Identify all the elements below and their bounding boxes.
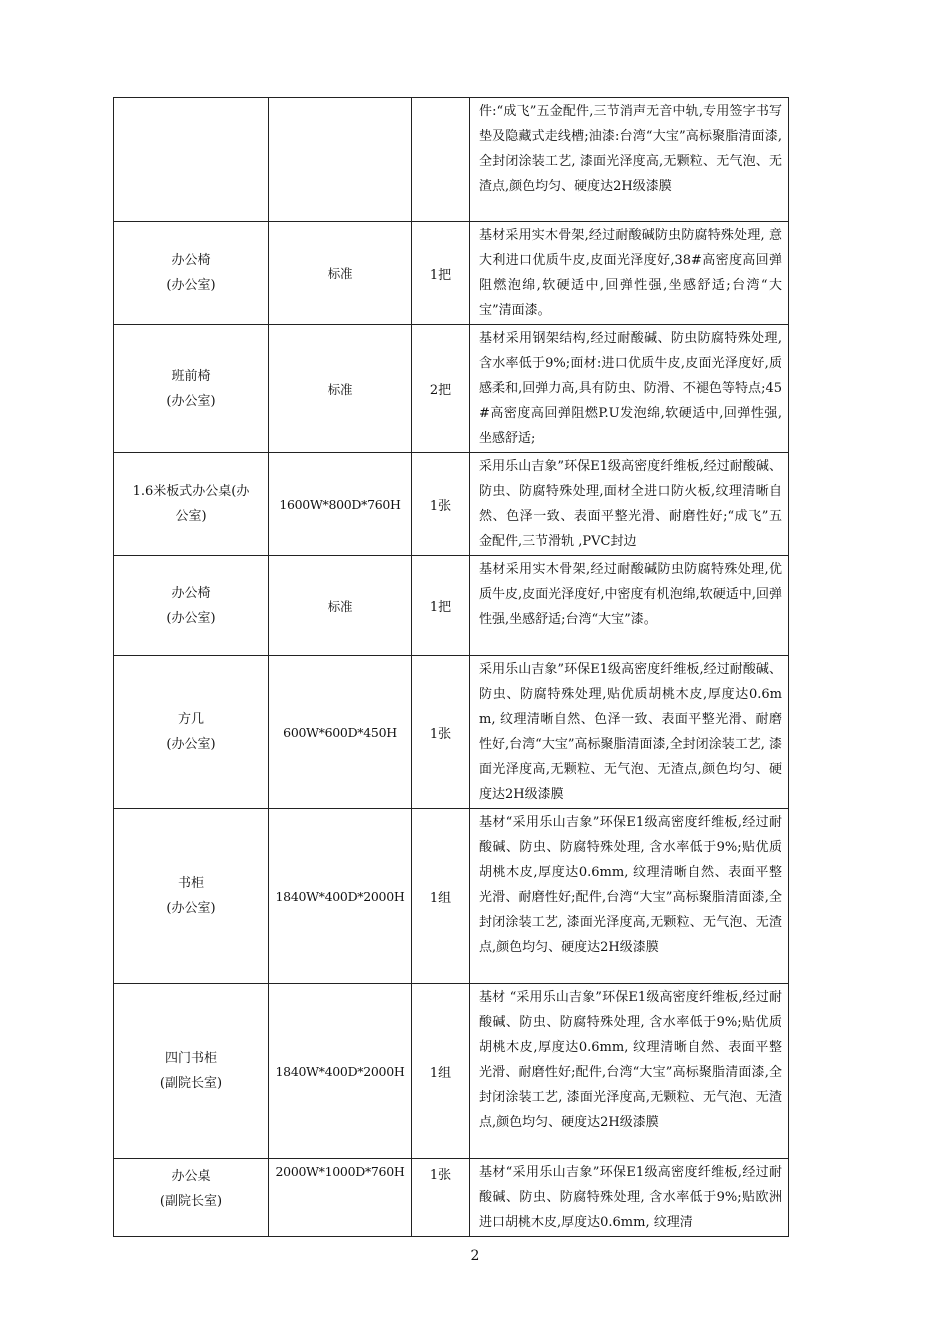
table-row [114,325,789,453]
item-spec: 标准 [269,325,412,453]
item-name-cell [114,453,269,556]
table-row [114,984,789,1159]
item-quantity: 1组 [412,809,470,984]
item-spec: 标准 [269,556,412,656]
item-description: 基材“采用乐山吉象”环保E1级高密度纤维板,经过耐酸碱、防虫、防腐特殊处理, 含水率低于9%;贴欧洲进口胡桃木皮,厚度达0.6mm, 纹理清 [470,1159,789,1237]
item-name-cell [114,1159,269,1237]
item-location: (办公室) [166,901,216,916]
item-quantity: 1张 [412,656,470,809]
item-quantity: 2把 [412,325,470,453]
item-quantity [412,98,470,222]
item-spec [269,98,412,222]
item-location: 公室) [175,509,207,524]
table-row [114,222,789,325]
item-spec: 1600W*800D*760H [269,453,412,556]
item-spec: 600W*600D*450H [269,656,412,809]
item-spec: 标准 [269,222,412,325]
table-row [114,1159,789,1237]
item-quantity: 1把 [412,556,470,656]
item-name: 书柜 [177,876,204,891]
item-name-cell [114,656,269,809]
item-name: 方几 [177,712,204,727]
item-description: 采用乐山吉象”环保E1级高密度纤维板,经过耐酸碱、防虫、防腐特殊处理,贴优质胡桃木皮,厚度达0.6mm, 纹理清晰自然、色泽一致、表面平整光滑、耐磨性好,台湾“大宝”高标聚脂清面漆,全封闭涂装工艺, 漆面光泽度高,无颗粒、无气泡、无渣点,颜色均匀、硬度达2H级漆膜 [470,656,789,809]
item-name-cell [114,222,269,325]
item-location: (办公室) [166,737,216,752]
table-row [114,809,789,984]
item-quantity: 1张 [412,453,470,556]
item-quantity: 1组 [412,984,470,1159]
item-name-cell [114,325,269,453]
table-row [114,656,789,809]
item-location: (办公室) [166,393,216,409]
item-name: 四门书柜 [164,1051,217,1066]
item-name-cell [114,556,269,656]
item-spec: 1840W*400D*2000H [269,984,412,1159]
item-description: 件:“成飞”五金配件,三节消声无音中轨,专用签字书写垫及隐藏式走线槽;油漆:台湾“大宝”高标聚脂清面漆,全封闭涂装工艺, 漆面光泽度高,无颗粒、无气泡、无渣点,颜色均匀、硬度达2H级漆膜 [470,98,789,222]
item-location: (副院长室) [159,1076,223,1091]
item-name-cell [114,98,269,222]
item-quantity: 1把 [412,222,470,325]
table-row [114,98,789,222]
item-description: 基材采用实木骨架,经过耐酸碱防虫防腐特殊处理,优质牛皮,皮面光泽度好,中密度有机泡绵,软硬适中,回弹性强,坐感舒适;台湾“大宝”漆。 [470,556,789,656]
table-row [114,556,789,656]
item-description: 基材采用实木骨架,经过耐酸碱防虫防腐特殊处理, 意大利进口优质牛皮,皮面光泽度好,38#高密度高回弹阻燃泡绵,软硬适中,回弹性强,坐感舒适;台湾“大宝”清面漆。 [470,222,789,325]
page-number: 2 [470,1248,480,1264]
item-spec: 2000W*1000D*760H [269,1159,412,1237]
item-location: (副院长室) [159,1194,223,1209]
item-name-cell [114,809,269,984]
item-location: (办公室) [166,278,216,293]
item-description: 基材采用钢架结构,经过耐酸碱、防虫防腐特殊处理, 含水率低于9%;面材:进口优质牛皮,皮面光泽度好,质感柔和,回弹力高,具有防虫、防滑、不褪色等特点;45#高密度高回弹阻燃P.U发泡绵,软硬适中,回弹性强,坐感舒适; [470,325,789,453]
item-quantity: 1张 [412,1159,470,1237]
item-name: 办公桌 [171,1169,211,1184]
item-description: 采用乐山吉象”环保E1级高密度纤维板,经过耐酸碱、防虫、防腐特殊处理,面材全进口防火板,纹理清晰自然、色泽一致、表面平整光滑、耐磨性好;“成飞”五金配件,三节滑轨 ,PVC封边 [470,453,789,556]
item-name-cell [114,984,269,1159]
furniture-spec-table [113,97,789,1237]
item-name: 班前椅 [171,368,211,384]
item-name: 1.6米板式办公桌(办 [132,484,250,499]
item-description: 基材“采用乐山吉象”环保E1级高密度纤维板,经过耐酸碱、防虫、防腐特殊处理, 含水率低于9%;贴优质胡桃木皮,厚度达0.6mm, 纹理清晰自然、表面平整光滑、耐磨性好;配件,台湾“大宝”高标聚脂清面漆,全封闭涂装工艺, 漆面光泽度高,无颗粒、无气泡、无渣点,颜色均匀、硬度达2H级漆膜 [470,809,789,984]
item-name: 办公椅 [171,253,211,268]
table-row [114,453,789,556]
item-description: 基材 “采用乐山吉象”环保E1级高密度纤维板,经过耐酸碱、防虫、防腐特殊处理, 含水率低于9%;贴优质胡桃木皮,厚度达0.6mm, 纹理清晰自然、表面平整光滑、耐磨性好;配件,台湾“大宝”高标聚脂清面漆,全封闭涂装工艺, 漆面光泽度高,无颗粒、无气泡、无渣点,颜色均匀、硬度达2H级漆膜 [470,984,789,1159]
item-location: (办公室) [166,610,216,626]
item-spec: 1840W*400D*2000H [269,809,412,984]
item-name: 办公椅 [171,585,211,601]
